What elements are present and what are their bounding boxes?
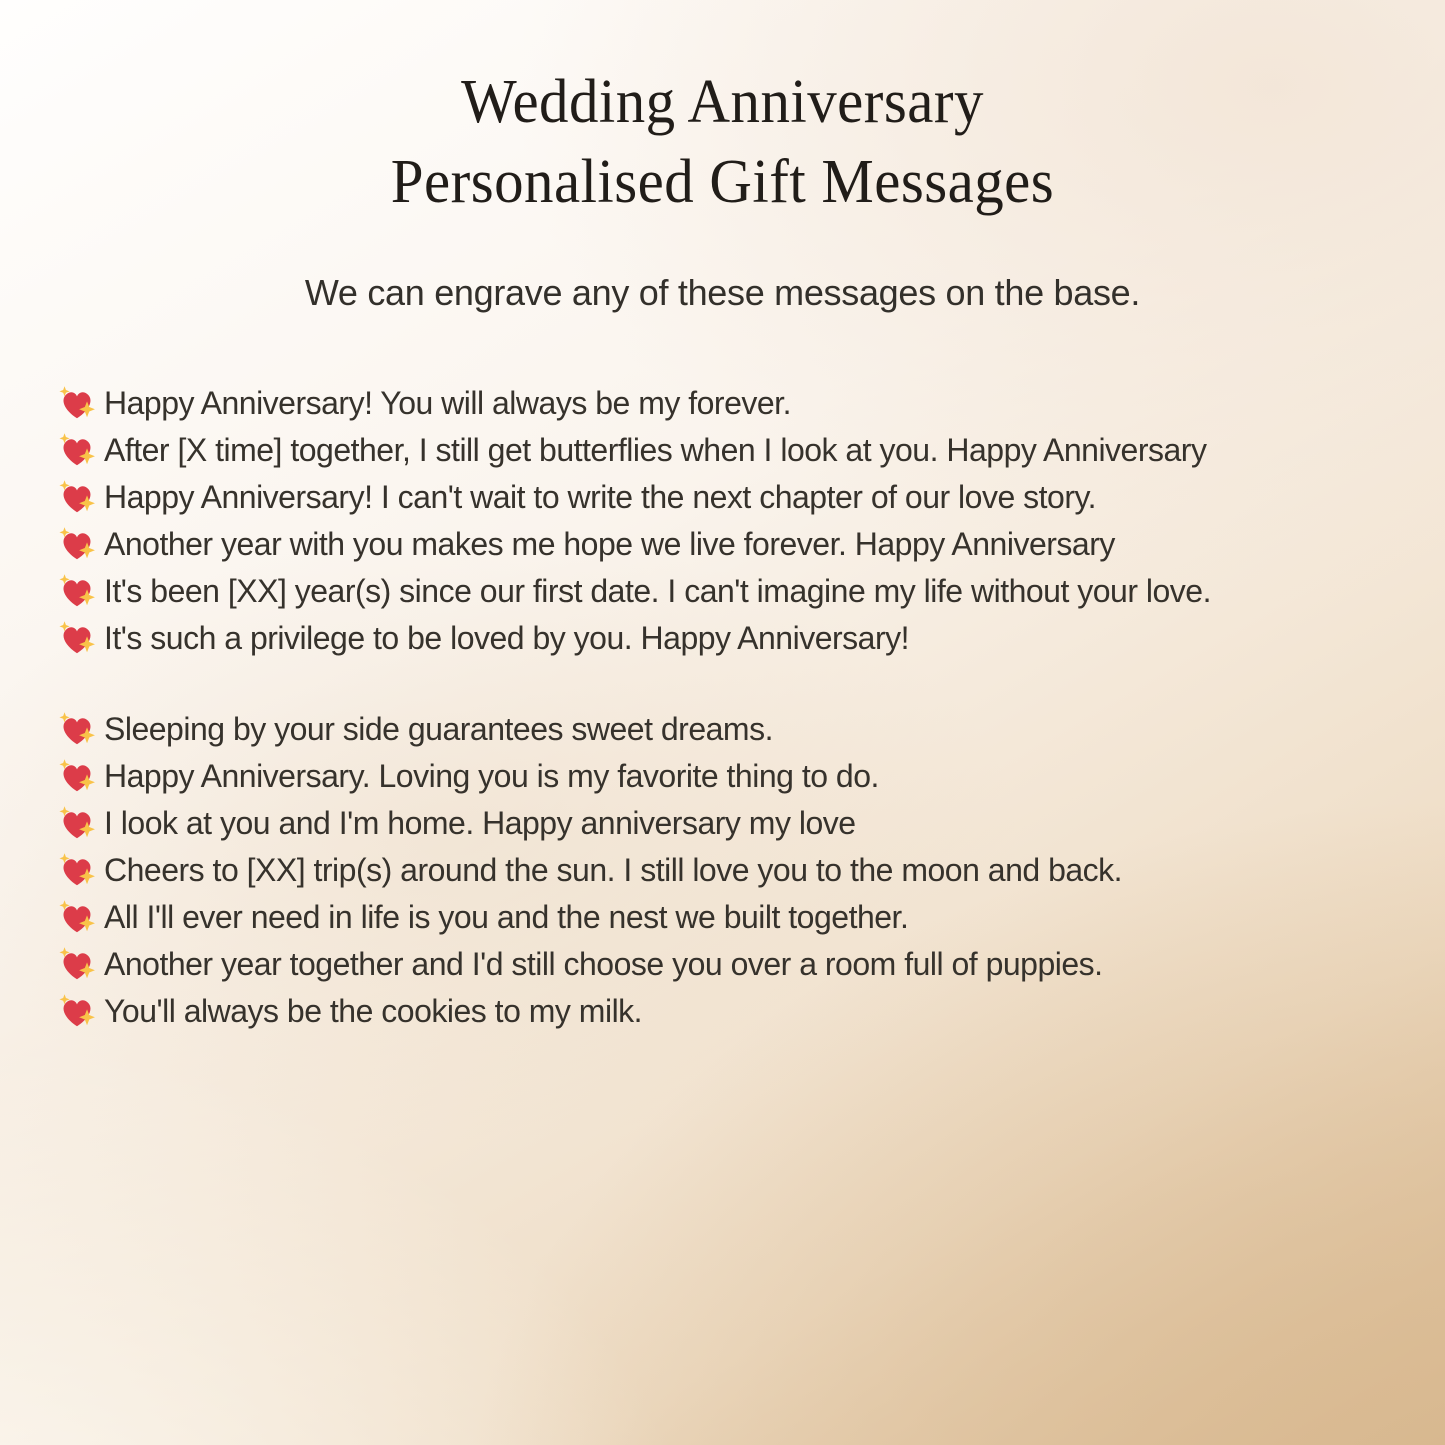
message-line (58, 800, 1405, 847)
sparkling-heart-icon (58, 432, 96, 470)
message-text: It's been [XX] year(s) since our first date. I can't imagine my life without your love. (104, 573, 1211, 609)
sparkling-heart-icon (58, 899, 96, 937)
message-line (58, 847, 1405, 894)
message-text: Another year together and I'd still choose you over a room full of puppies. (104, 946, 1103, 982)
sparkling-heart-icon (58, 758, 96, 796)
message-line (58, 894, 1405, 941)
message-line (58, 753, 1405, 800)
message-list (40, 380, 1405, 1035)
title-line-1: Wedding Anniversary (461, 68, 984, 136)
message-line (58, 521, 1405, 568)
message-group-2 (58, 706, 1405, 1035)
sparkling-heart-icon (58, 946, 96, 984)
message-group-1 (58, 380, 1405, 662)
sparkling-heart-icon (58, 479, 96, 517)
message-line (58, 380, 1405, 427)
sparkling-heart-icon (58, 620, 96, 658)
sparkling-heart-icon (58, 852, 96, 890)
page-title (74, 62, 1371, 222)
sparkling-heart-icon (58, 573, 96, 611)
message-line (58, 706, 1405, 753)
message-text: I look at you and I'm home. Happy anniversary my love (104, 805, 856, 841)
message-text: Sleeping by your side guarantees sweet dreams. (104, 711, 773, 747)
message-line (58, 988, 1405, 1035)
message-line (58, 941, 1405, 988)
message-text: Happy Anniversary! You will always be my forever. (104, 385, 791, 421)
message-text: Cheers to [XX] trip(s) around the sun. I still love you to the moon and back. (104, 852, 1123, 888)
message-text: It's such a privilege to be loved by you. Happy Anniversary! (104, 620, 909, 656)
subtitle: We can engrave any of these messages on the base. (304, 272, 1141, 313)
message-text: All I'll ever need in life is you and the nest we built together. (104, 899, 909, 935)
sparkling-heart-icon (58, 385, 96, 423)
message-line (58, 474, 1405, 521)
message-text: Another year with you makes me hope we live forever. Happy Anniversary (104, 526, 1115, 562)
sparkling-heart-icon (58, 711, 96, 749)
message-text: Happy Anniversary! I can't wait to write the next chapter of our love story. (104, 479, 1096, 515)
message-line (58, 427, 1405, 474)
sparkling-heart-icon (58, 526, 96, 564)
message-line (58, 615, 1405, 662)
message-text: Happy Anniversary. Loving you is my favorite thing to do. (104, 758, 879, 794)
sparkling-heart-icon (58, 993, 96, 1031)
sparkling-heart-icon (58, 805, 96, 843)
message-text: After [X time] together, I still get butterflies when I look at you. Happy Anniversary (104, 432, 1207, 468)
message-line (58, 568, 1405, 615)
title-line-2: Personalised Gift Messages (390, 148, 1055, 216)
message-text: You'll always be the cookies to my milk. (104, 993, 643, 1029)
